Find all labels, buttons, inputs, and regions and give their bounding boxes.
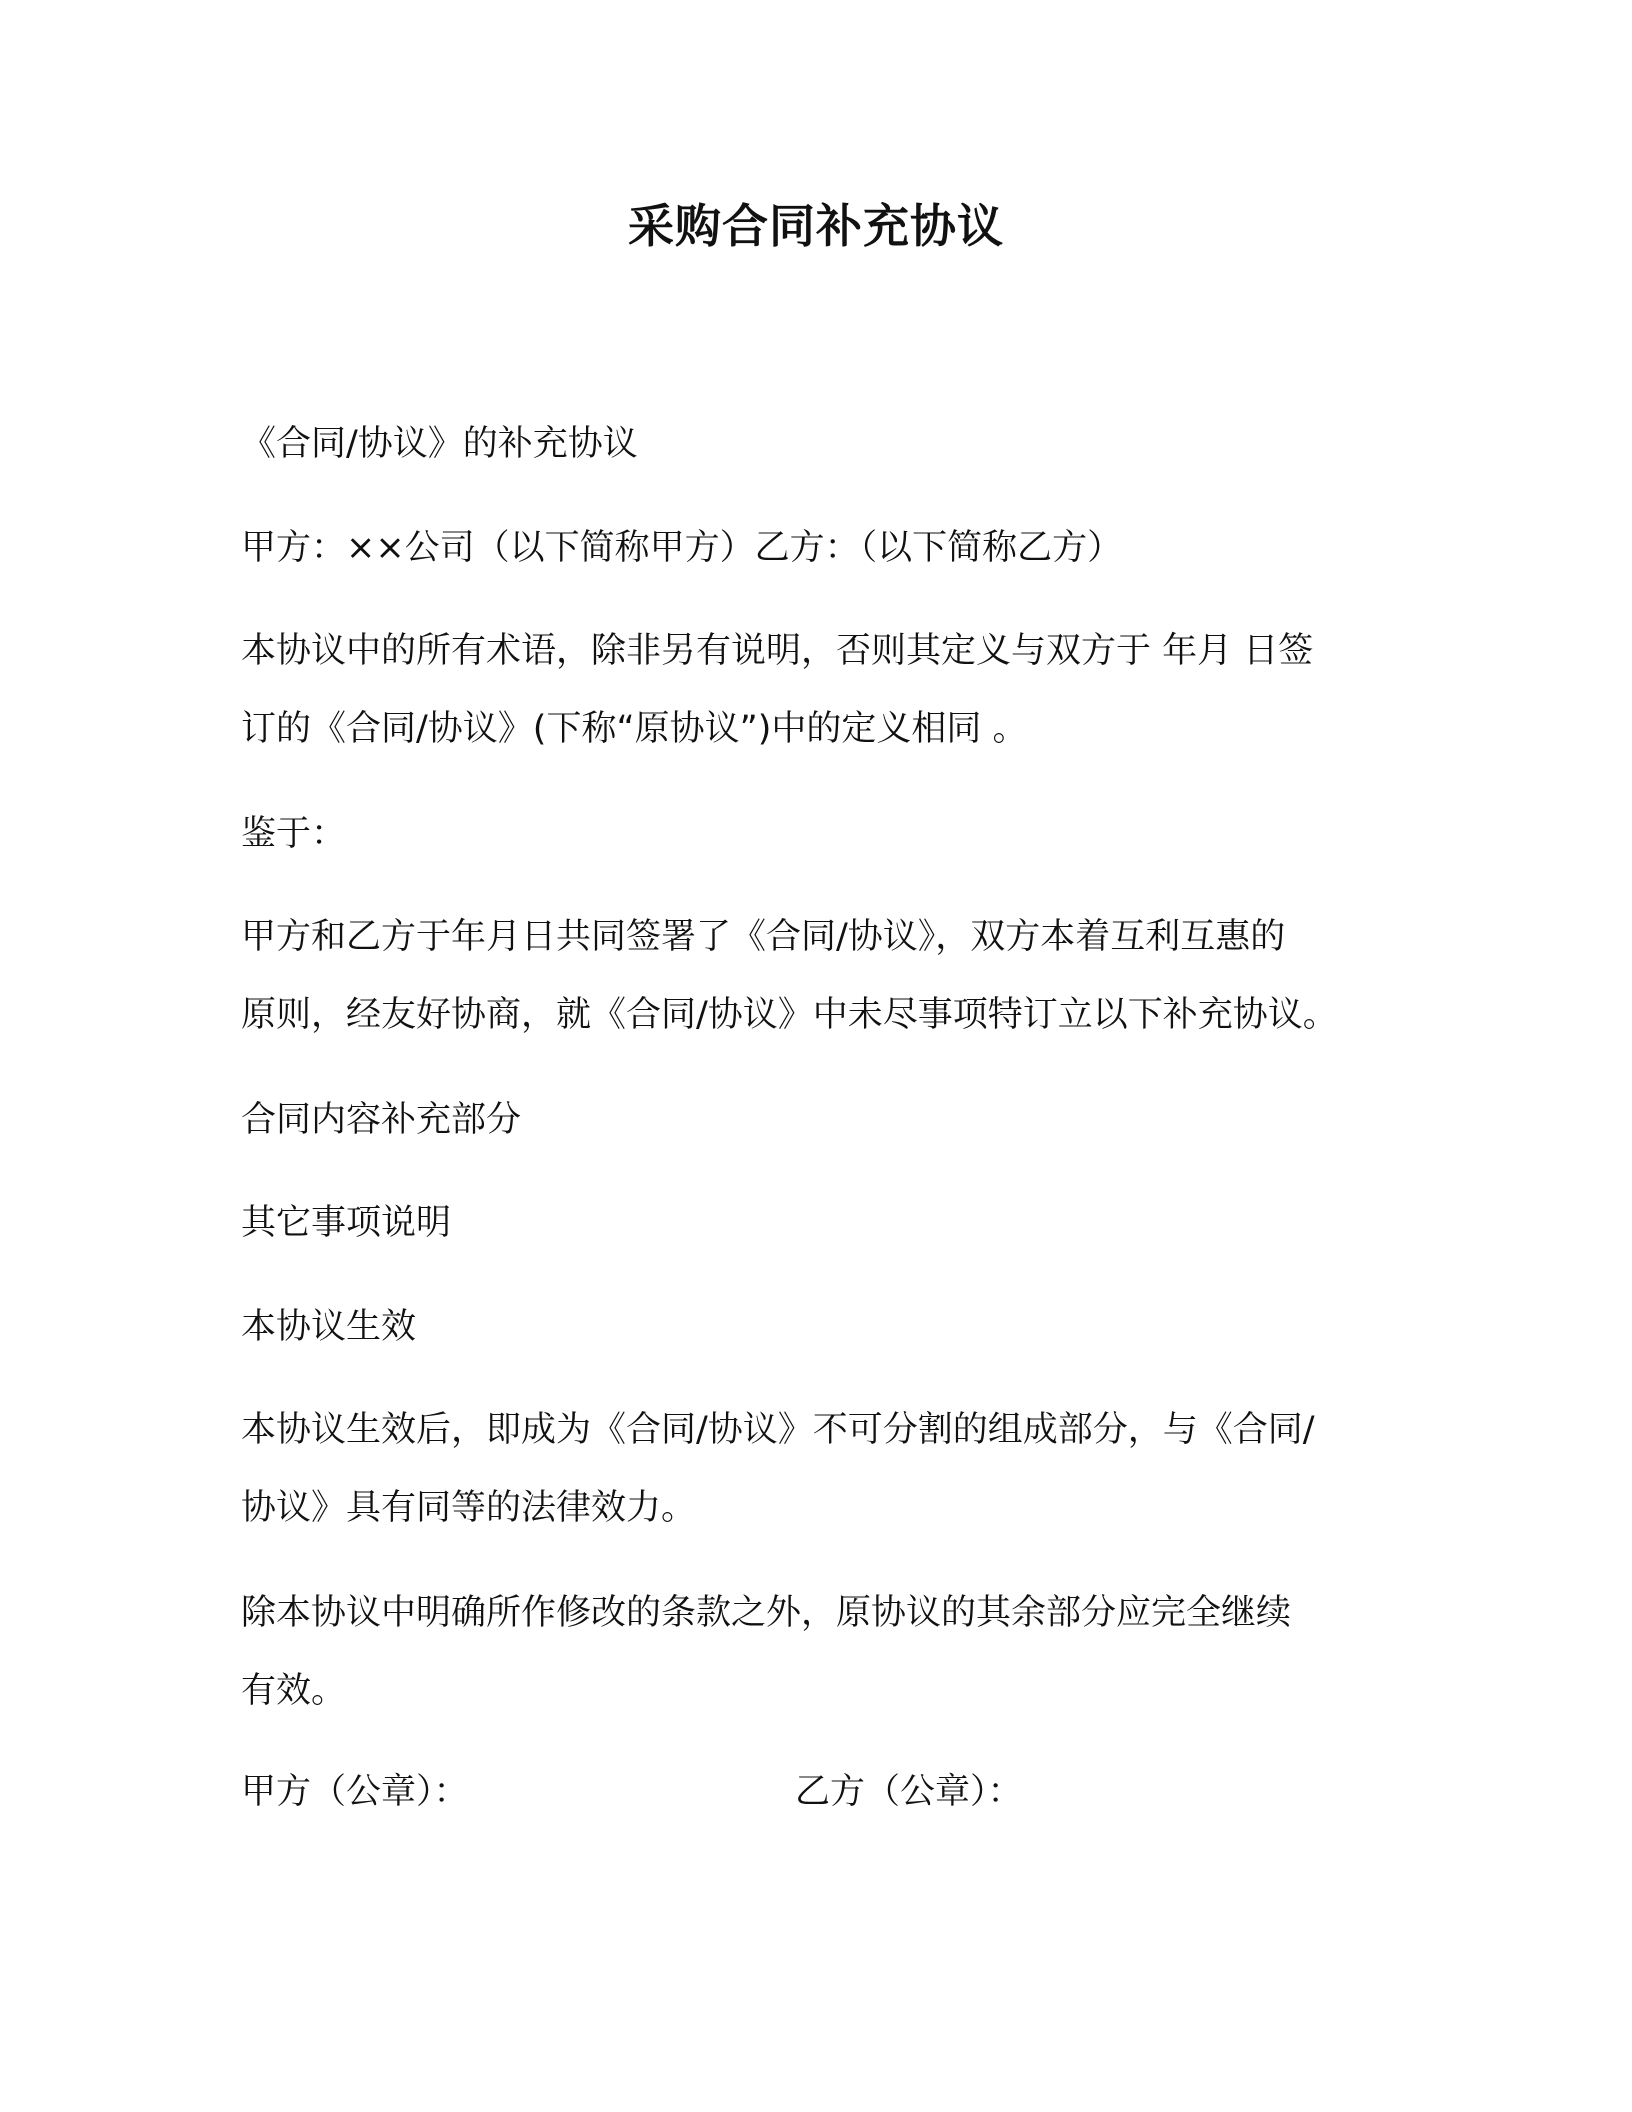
remainder-paragraph: [241, 1574, 1411, 1730]
recital-paragraph: [241, 898, 1411, 1054]
remainder-line: 有效。: [241, 1671, 347, 1711]
section-effect-heading: 本协议生效: [241, 1307, 417, 1347]
recital-line: 原则，经友好协商，就《合同/协议》中未尽事项特订立以下补充协议。: [241, 995, 1338, 1035]
remainder-line: 除本协议中明确所作修改的条款之外，原协议的其余部分应完全继续: [241, 1593, 1292, 1633]
document-title: 采购合同补充协议: [628, 199, 1004, 253]
recital-line: 甲方和乙方于年月日共同签署了《合同/协议》，双方本着互利互惠的: [241, 917, 1286, 957]
effect-paragraph: [241, 1391, 1411, 1547]
whereas-paragraph: 鉴于：: [241, 814, 347, 854]
section-content-heading: 合同内容补充部分: [241, 1100, 522, 1140]
party-b-seal-label: 乙方（公章）：: [795, 1772, 1023, 1812]
definitions-line: 订的《合同/协议》(下称“原协议”)中的定义相同 。: [241, 709, 1028, 749]
definitions-line: 本协议中的所有术语，除非另有说明，否则其定义与双方于 年月 日签: [241, 631, 1314, 671]
parties-paragraph: 甲方：××公司（以下简称甲方）乙方：（以下简称乙方）: [241, 528, 1123, 568]
section-other-heading: 其它事项说明: [241, 1203, 452, 1243]
effect-line: 协议》具有同等的法律效力。: [241, 1488, 697, 1528]
definitions-paragraph: [241, 612, 1411, 768]
subtitle-paragraph: 《合同/协议》的补充协议: [241, 424, 638, 464]
effect-line: 本协议生效后，即成为《合同/协议》不可分割的组成部分，与《合同/: [241, 1410, 1315, 1450]
party-a-seal-label: 甲方（公章）：: [241, 1772, 469, 1812]
